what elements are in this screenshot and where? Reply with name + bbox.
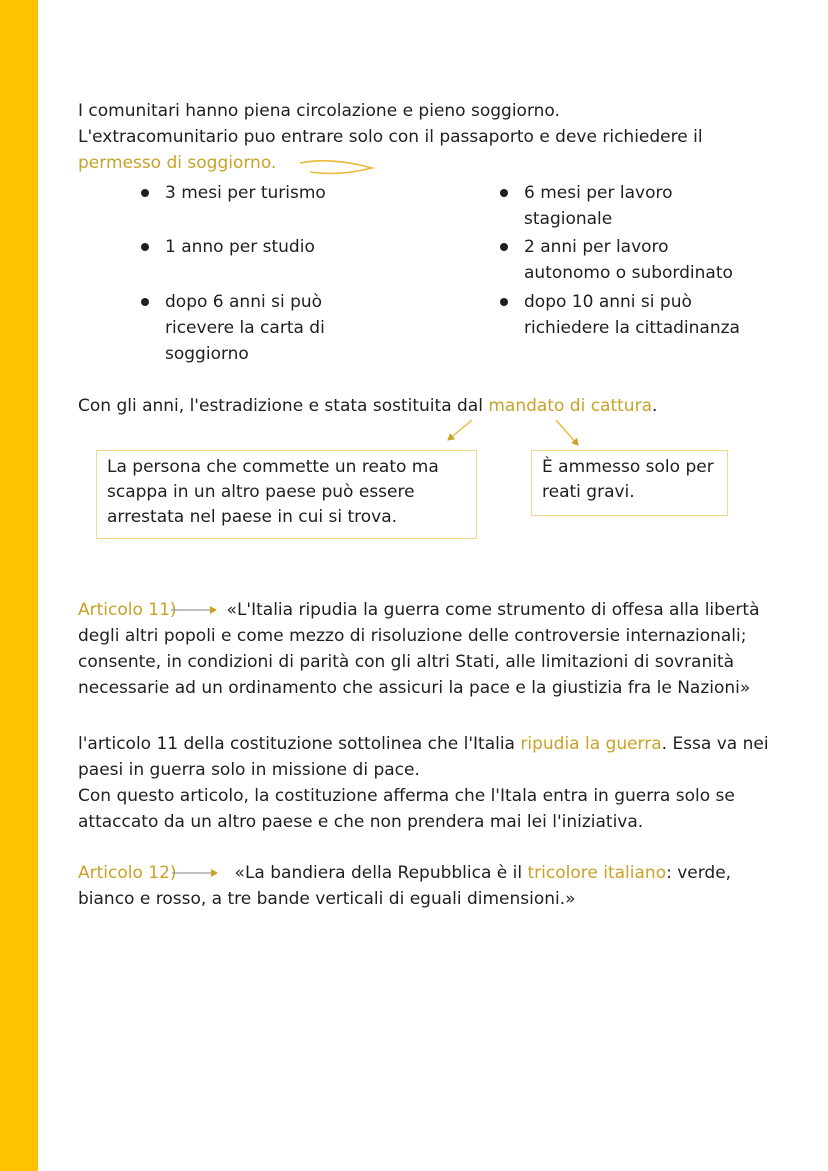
tricolore-highlight: tricolore italiano <box>527 863 667 883</box>
bullet-text: 1 anno per studio <box>165 237 315 257</box>
bullet-text: 2 anni per lavoro <box>524 237 669 257</box>
estradizione-text: Con gli anni, l'estradizione e stata sostituita dal <box>78 396 489 416</box>
box-line: È ammesso solo per <box>542 457 714 477</box>
bullet-text: stagionale <box>524 209 613 229</box>
art11-quote-text: «L'Italia ripudia la guerra come strumento di offesa alla libertà <box>226 600 760 620</box>
box-line: La persona che commette un reato ma <box>107 457 439 477</box>
arrow-box-left-icon <box>448 420 472 440</box>
bullet-text: soggiorno <box>165 344 249 364</box>
intro-highlight-permesso: permesso di soggiorno. <box>78 153 277 173</box>
arrow-permesso-icon <box>300 161 372 174</box>
box-line: scappa in un altro paese può essere <box>107 482 415 502</box>
art12-label: Articolo 12) <box>78 863 177 883</box>
bullet-text: ricevere la carta di <box>165 318 325 338</box>
art12-text: «La bandiera della Repubblica è il <box>234 863 528 883</box>
comment-line-4: attaccato da un altro paese e che non prendera mai lei l'iniziativa. <box>78 812 644 832</box>
intro-line-1: I comunitari hanno piena circolazione e pieno soggiorno. <box>78 101 560 121</box>
bullet-text: dopo 6 anni si può <box>165 292 323 312</box>
bullet-text: richiedere la cittadinanza <box>524 318 740 338</box>
box-line: reati gravi. <box>542 482 635 502</box>
intro-line-2: L'extracomunitario puo entrare solo con il passaporto e deve richiedere il <box>78 127 703 147</box>
art11-line-3: consente, in condizioni di parità con gli altri Stati, alle limitazioni di sovranità <box>78 652 735 672</box>
mandato-highlight: mandato di cattura <box>488 396 652 416</box>
arrow-box-right-icon <box>556 420 578 445</box>
art11-line-4: necessarie ad un ordinamento che assicuri la pace e la giustizia fra le Nazioni» <box>78 678 751 698</box>
box-line: arrestata nel paese in cui si trova. <box>107 507 398 527</box>
comment-text: . Essa va nei <box>661 734 769 754</box>
art12-line-2: bianco e rosso, a tre bande verticali di eguali dimensioni.» <box>78 889 576 909</box>
bullet-text: autonomo o subordinato <box>524 263 733 283</box>
bullet-text: 6 mesi per lavoro <box>524 183 673 203</box>
ripudia-highlight: ripudia la guerra <box>520 734 662 754</box>
bullet-text: dopo 10 anni si può <box>524 292 692 312</box>
art11-line-2: degli altri popoli e come mezzo di risoluzione delle controversie internazionali; <box>78 626 747 646</box>
estradizione-period: . <box>651 396 658 416</box>
bullet-text: 3 mesi per turismo <box>165 183 326 203</box>
comment-text: l'articolo 11 della costituzione sottolinea che l'Italia <box>78 734 521 754</box>
art12-text: : verde, <box>666 863 732 883</box>
art11-label: Articolo 11) <box>78 600 177 620</box>
comment-line-3: Con questo articolo, la costituzione afferma che l'Itala entra in guerra solo se <box>78 786 735 806</box>
comment-line-2: paesi in guerra solo in missione di pace. <box>78 760 420 780</box>
